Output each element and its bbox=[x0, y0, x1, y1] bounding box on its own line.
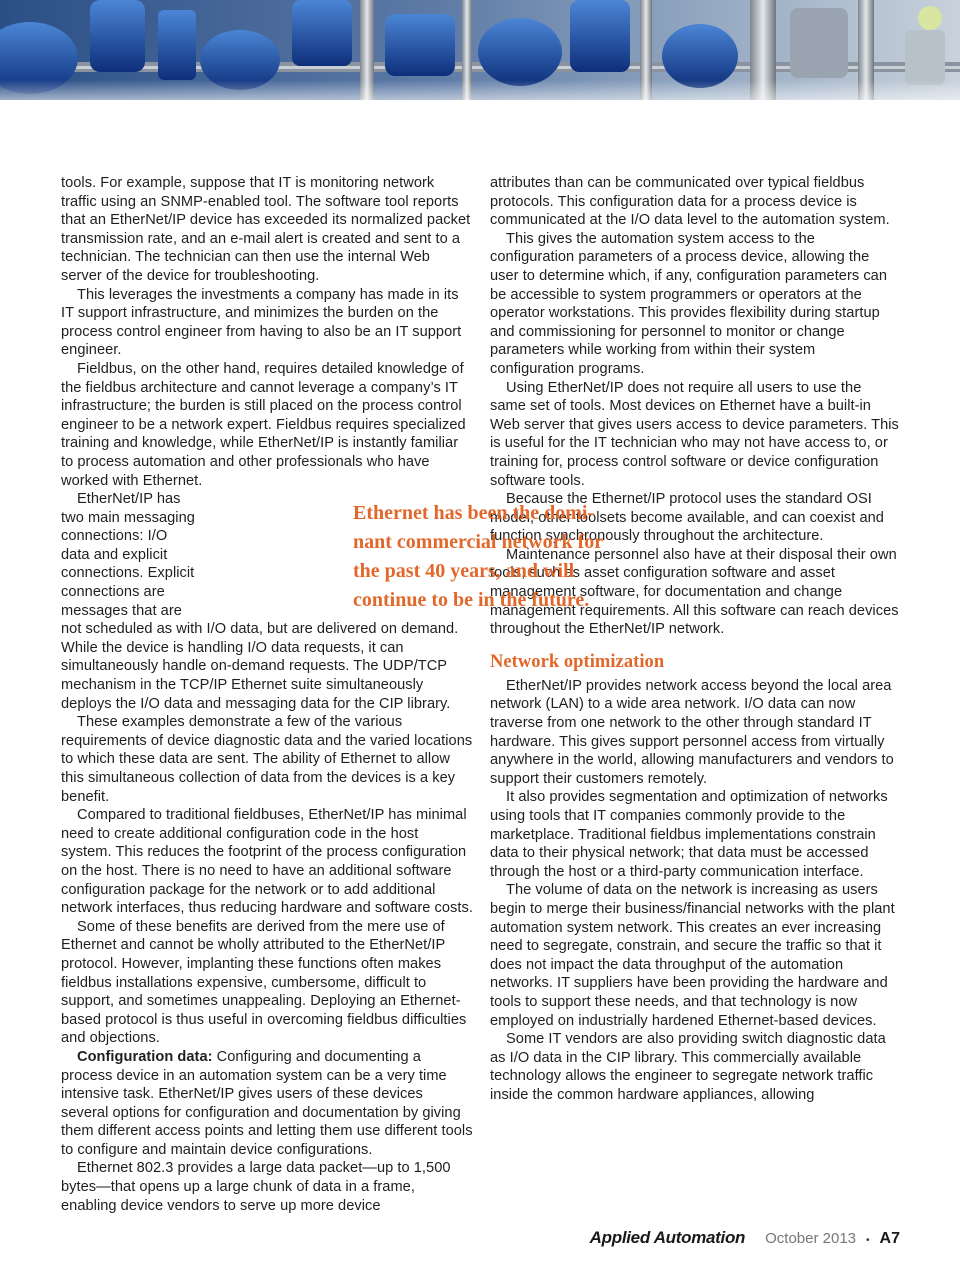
page-number: A7 bbox=[879, 1230, 900, 1247]
paragraph: Some IT vendors are also providing switch diagnostic data as I/O data in the CIP library. This commercially available technology allows the engineer to segregate network traffic inside the common hardware appliances, allowing bbox=[490, 1031, 886, 1103]
paragraph: The volume of data on the network is increasing as users begin to merge their business/financial networks with the plant automation system network. This creates an ever increasing need to segregate, constrain, and secure the traffic so that it does not impact the data throughput of the automation networks. IT suppliers have been providing the hardware and tools to support these needs, and that technology is now employed on industrially hardened Ethernet-based devices. bbox=[490, 882, 895, 1029]
industrial-equipment-photo bbox=[0, 0, 960, 100]
paragraph: Because the Ethernet/IP protocol uses the standard OSI model, other toolsets become available, and can coexist and function synchronously throughout the architecture. bbox=[490, 491, 884, 545]
left-column bbox=[61, 174, 473, 1215]
paragraph: attributes than can be communicated over typical fieldbus protocols. This configuration data for a process device is communicated at the I/O data level to the automation system. bbox=[490, 175, 890, 229]
paragraph: This leverages the investments a company has made in its IT support infrastructure, and minimizes the burden on the process control engineer from having to also be an IT support engineer. bbox=[61, 286, 462, 359]
header-photo bbox=[0, 0, 960, 100]
paragraph-text: Configuring and documenting a process device in an automation system can be a very time intensive task. EtherNet/IP gives users of these devices several options for configuration and documentation by giving them different access points and letting them use different tools to configure and maintain device configurations. bbox=[61, 1048, 473, 1158]
paragraph bbox=[61, 1048, 473, 1160]
paragraph: Compared to traditional fieldbuses, EtherNet/IP has minimal need to create additional configuration code in the host system. This reduces the footprint of the process configuration on the host. There is no need to have an additional software configuration package for the network or to add additional network interfaces, thus reducing hardware and software costs. bbox=[61, 807, 473, 917]
paragraph: Using EtherNet/IP does not require all users to use the same set of tools. Most devices on Ethernet have a built-in Web server that gives users access to device parameters. This is useful for the IT technician who may not have access to, or training for, process control software or device configuration software tools. bbox=[490, 379, 899, 489]
paragraph: Ethernet 802.3 provides a large data packet—up to 1,500 bytes—that opens up a large chunk of data in a frame, enabling device vendors to serve up more device bbox=[61, 1160, 451, 1214]
paragraph: It also provides segmentation and optimization of networks using tools that IT companies commonly provide to the marketplace. Traditional fieldbus implementations constrain data to their physical network; that data must be accessed through the host or a third-party communication interface. bbox=[490, 789, 888, 880]
publication-name: Applied Automation bbox=[589, 1228, 746, 1247]
section-heading: Network optimization bbox=[490, 651, 665, 672]
pull-quote bbox=[353, 499, 615, 615]
right-column bbox=[490, 174, 900, 1105]
paragraph: Maintenance personnel also have at their disposal their own tools, such as asset configuration software and asset management software, for documentation and change management requirements. All this software can reach devices throughout the EtherNet/IP network. bbox=[490, 546, 899, 638]
pull-quote-line: the past 40 years, and will bbox=[353, 560, 575, 582]
paragraph: Some of these benefits are derived from the mere use of Ethernet and cannot be wholly attributed to the EtherNet/IP protocol. However, implanting these functions often makes fieldbus installations expensive, cumbersome, difficult to support, and sometimes unappealing. Deploying an Ethernet-based protocol is thus useful in overcoming fieldbus difficulties and objections. bbox=[61, 918, 467, 1047]
issue-date: October 2013 bbox=[765, 1230, 857, 1247]
inline-heading: Configuration data: bbox=[77, 1048, 213, 1065]
paragraph: These examples demonstrate a few of the various requirements of device diagnostic data and the varied locations to which these data are sent. The ability of Ethernet to allow this simultaneous collection of data from the devices is a key benefit. bbox=[61, 714, 473, 805]
paragraph: EtherNet/IP provides network access beyond the local area network (LAN) to a wide area network. I/O data can now traverse from one network to the other through standard IT hardware. This gives support personnel access from virtually anywhere in the world, allowing manufacturers and vendors to support their customers remotely. bbox=[490, 677, 894, 787]
pull-quote-line: Ethernet has been the domi- bbox=[353, 502, 595, 524]
paragraph: EtherNet/IP has two main messaging connections: I/O data and explicit connections. Explicit connections are messages that are not scheduled as with I/O data, but are delivered on demand. While the device is handling I/O data requests, it can simultaneously handle on-demand requests. The UDP/TCP mechanism in the TCP/IP Ethernet suite simultaneously deploys the I/O data and messaging data for the CIP library. bbox=[61, 491, 459, 712]
paragraph: tools. For example, suppose that IT is monitoring network traffic using an SNMP-enabled tool. The software tool reports that an EtherNet/IP device has exceeded its normalized packet transmission rate, and an e-mail alert is created and sent to a technician. The technician can then use the internal Web server of the device for troubleshooting. bbox=[61, 175, 471, 284]
paragraph: Fieldbus, on the other hand, requires detailed knowledge of the fieldbus architecture and cannot leverage a company’s IT infrastructure; the burden is still placed on the process control engineer to be a network expert. Fieldbus requires specialized training and knowledge, while EtherNet/IP is instantly familiar to process automation and other professionals who have worked with Ethernet. bbox=[61, 360, 466, 489]
paragraph: This gives the automation system access to the configuration parameters of a process device, allowing the user to determine which, if any, configuration parameters can be accessible to system programmers or operators at the operator workstations. This provides flexibility during startup and commissioning for personnel to monitor or change parameters while working from within their system configuration programs. bbox=[490, 230, 888, 377]
footer-separator: • bbox=[866, 1235, 870, 1246]
page-footer bbox=[590, 1228, 900, 1248]
pull-quote-line: continue to be in the future. bbox=[353, 589, 590, 611]
pull-quote-line: nant commercial network for bbox=[353, 531, 604, 553]
